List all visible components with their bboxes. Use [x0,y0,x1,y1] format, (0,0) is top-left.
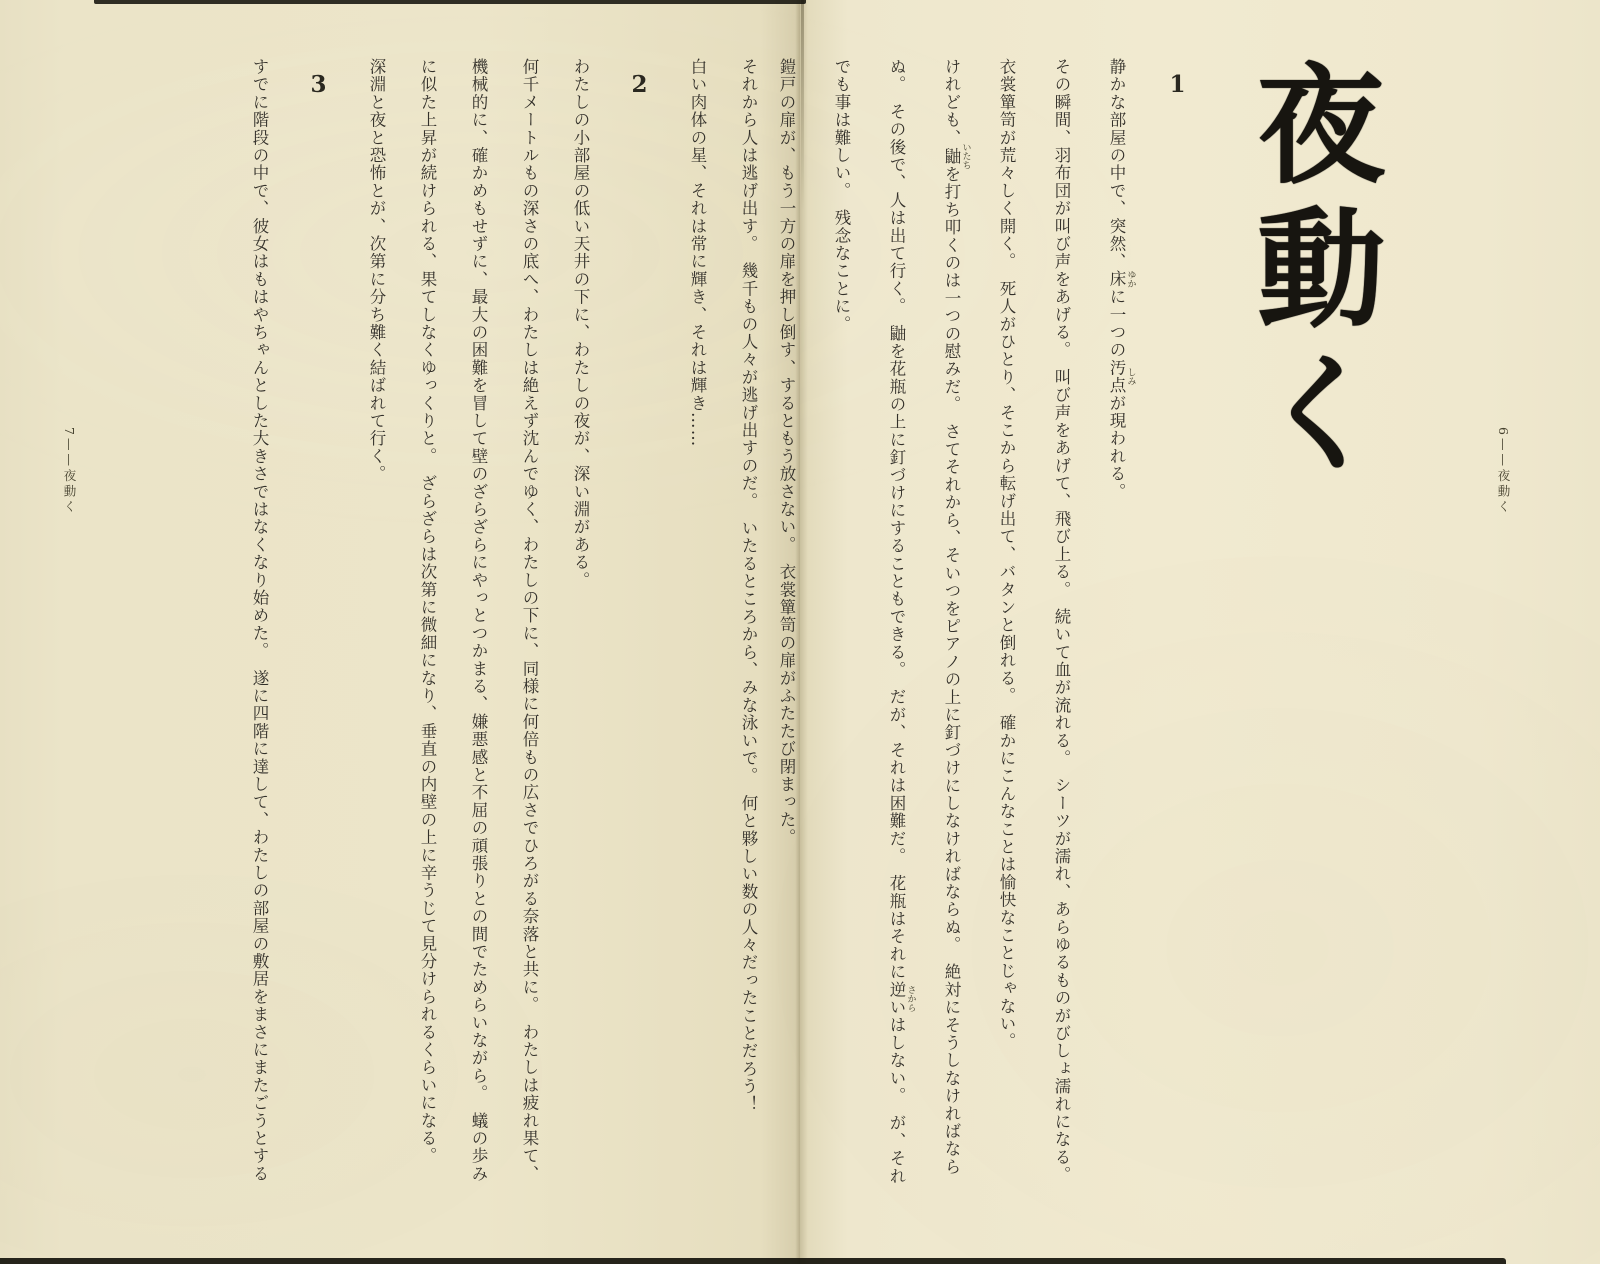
text-column: に似た上昇が続けられる、果てしなくゆっくりと。 ざらざらは次第に微細になり、垂直の内壁の上に辛うじて見分けられるくらいになる。 [418,58,437,1165]
page-number-left: 7——夜動く [62,427,77,516]
text-column: 衣裳簞笥が荒々しく開く。 死人がひとり、そこから転げ出て、バタンと倒れる。 確かにこんなことは愉快なことじゃない。 [997,58,1016,1051]
text-column: 白い肉体の星、それは常に輝き、それは輝き…… [688,58,707,448]
text-column: 何千メートルもの深さの底へ、わたしは絶えず沈んでゆく、わたしの下に、同様に何倍もの広さでひろがる奈落と共に。 わたしは疲れ果て、 [520,58,539,1183]
scan-edge-bottom [0,1258,1506,1264]
section-number-3: 3 [305,71,332,98]
text-column: ぬ。 その後で、人は出て行く。 鼬を花瓶の上に釘づけにすることもできる。 だが、それは困難だ。 花瓶はそれに逆い さからはしない。 が、それ [887,58,916,1185]
book-title: 夜動く [1235,58,1385,490]
left-page-text [234,58,774,1210]
right-page-text [759,58,1408,1210]
text-column: 深淵と夜と恐怖とが、次第に分ち難く結ばれて行く。 [367,58,386,483]
section-number-2: 2 [626,71,653,98]
text-column: 鎧戸の扉が、もう一方の扉を押し倒す、するともう放さない。 衣裳簞笥の扉がふたたび閉まった。 [777,58,796,847]
text-column: すでに階段の中で、彼女はもはやちゃんとした大きさではなくなり始めた。 遂に四階に達して、わたしの部屋の敷居をまさにまたごうとする [250,58,269,1183]
text-column: けれども、鼬 いたちを打ち叩くのは一つの慰みだ。 さてそれから、そいつをピアノの上に釘づけにしなければならぬ。 絶対にそうしなければなら [942,58,971,1176]
page-number-right: 6——夜動く [1496,427,1511,516]
text-column: 機械的に、確かめもせずに、最大の困難を冒して壁のざらざらにやっとつかまる、嫌悪感と不屈の頑張りとの間でためらいながら。 蟻の歩み [469,58,488,1183]
text-column: でも事は難しい。 残念なことに。 [832,58,851,333]
text-column: それから人は逃げ出す。 幾千もの人々が逃げ出すのだ。 いたるところから、みな泳いで。 何と夥しい数の人々だったことだろう！ [739,58,758,1113]
text-column: わたしの小部屋の低い天井の下に、わたしの夜が、深い淵がある。 [571,58,590,589]
text-column: その瞬間、羽布団が叫び声をあげる。 叫び声をあげて、飛び上る。 続いて血が流れる。 シーツが濡れ、あらゆるものがびしょ濡れになる。 [1052,58,1071,1184]
scan-edge-top [94,0,806,4]
section-number-1: 1 [1164,71,1191,98]
text-column: 静かな部屋の中で、突然、床 ゆかに一つの汚点 しみが現われる。 [1107,58,1136,501]
